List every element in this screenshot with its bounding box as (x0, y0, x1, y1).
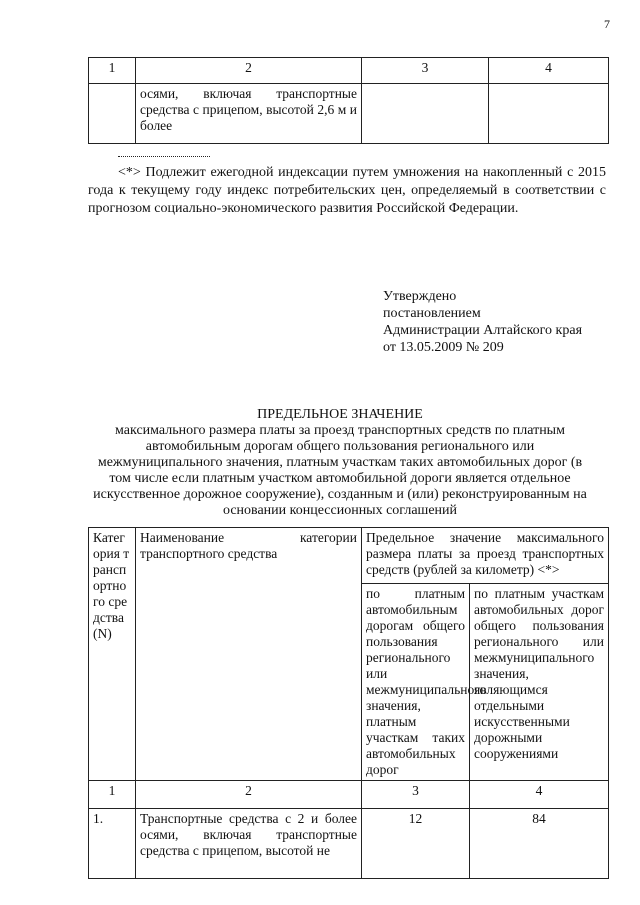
approval-line: Утверждено (383, 289, 457, 304)
value-cell (362, 84, 489, 144)
column-number: 2 (136, 58, 362, 84)
table-row (89, 809, 609, 879)
table-row (89, 84, 609, 144)
category-name: Транспортные средства с 2 и более осями, включая транспортные средства с прицепом, высотой не (136, 809, 362, 879)
category-header: Категория транспортного средства (N) (89, 528, 136, 781)
toll-road-fee: 12 (362, 809, 470, 879)
column-number: 3 (362, 58, 489, 84)
column-number: 4 (489, 58, 609, 84)
continuation-table (88, 57, 609, 144)
column-number: 1 (89, 58, 136, 84)
approval-line: от 13.05.2009 № 209 (383, 340, 504, 355)
page-number: 7 (604, 17, 610, 31)
tariff-table (88, 527, 609, 879)
table-header-row (89, 58, 609, 84)
value-cell (489, 84, 609, 144)
approval-line: постановлением (383, 306, 481, 321)
document-title (90, 407, 590, 519)
footnote: <*> Подлежит ежегодной индексации путем умножения на накопленный с 2015 года к текущему году индекс потребительских цен, определяемый в соответствии с прогнозом социально-экономического развития Российской Федерации. (88, 165, 606, 216)
category-name-header: Наименование категории транспортного средства (136, 528, 362, 781)
footnote-separator (118, 156, 210, 157)
toll-roads-header: по платным автомобильным дорогам общего пользования регионального или межмуниципального значения, платным участкам таких автомобильных дорог (362, 584, 470, 781)
column-number: 1 (89, 781, 136, 809)
category-name-cell: осями, включая транспортные средства с прицепом, высотой 2,6 м и более (136, 84, 362, 144)
title-subtitle: максимального размера платы за проезд транспортных средств по платным автомобильным дорогам общего пользования регионального или межмуниципального значения, платным участкам таких автомобильных дорог (в том числе если платным участком автомобильной дороги является отдельное искусственное дорожное сооружение), созданным и (или) реконструированным на основании концессионных соглашений (93, 423, 587, 518)
max-fee-header: Предельное значение максимального размера платы за проезд транспортных средств (рублей за километр) <*> (362, 528, 609, 584)
column-number: 2 (136, 781, 362, 809)
table-number-row (89, 781, 609, 809)
category-cell (89, 84, 136, 144)
category-number: 1. (89, 809, 136, 879)
approval-stamp (383, 288, 582, 356)
column-number: 4 (470, 781, 609, 809)
column-number: 3 (362, 781, 470, 809)
toll-structure-fee: 84 (470, 809, 609, 879)
title-heading: ПРЕДЕЛЬНОЕ ЗНАЧЕНИЕ (257, 407, 423, 422)
approval-line: Администрации Алтайского края (383, 323, 583, 338)
toll-structures-header: по платным участкам автомобильных дорог общего пользования регионального или межмуниципального значения, являющимся отдельными искусственными дорожными сооружениями (470, 584, 609, 781)
